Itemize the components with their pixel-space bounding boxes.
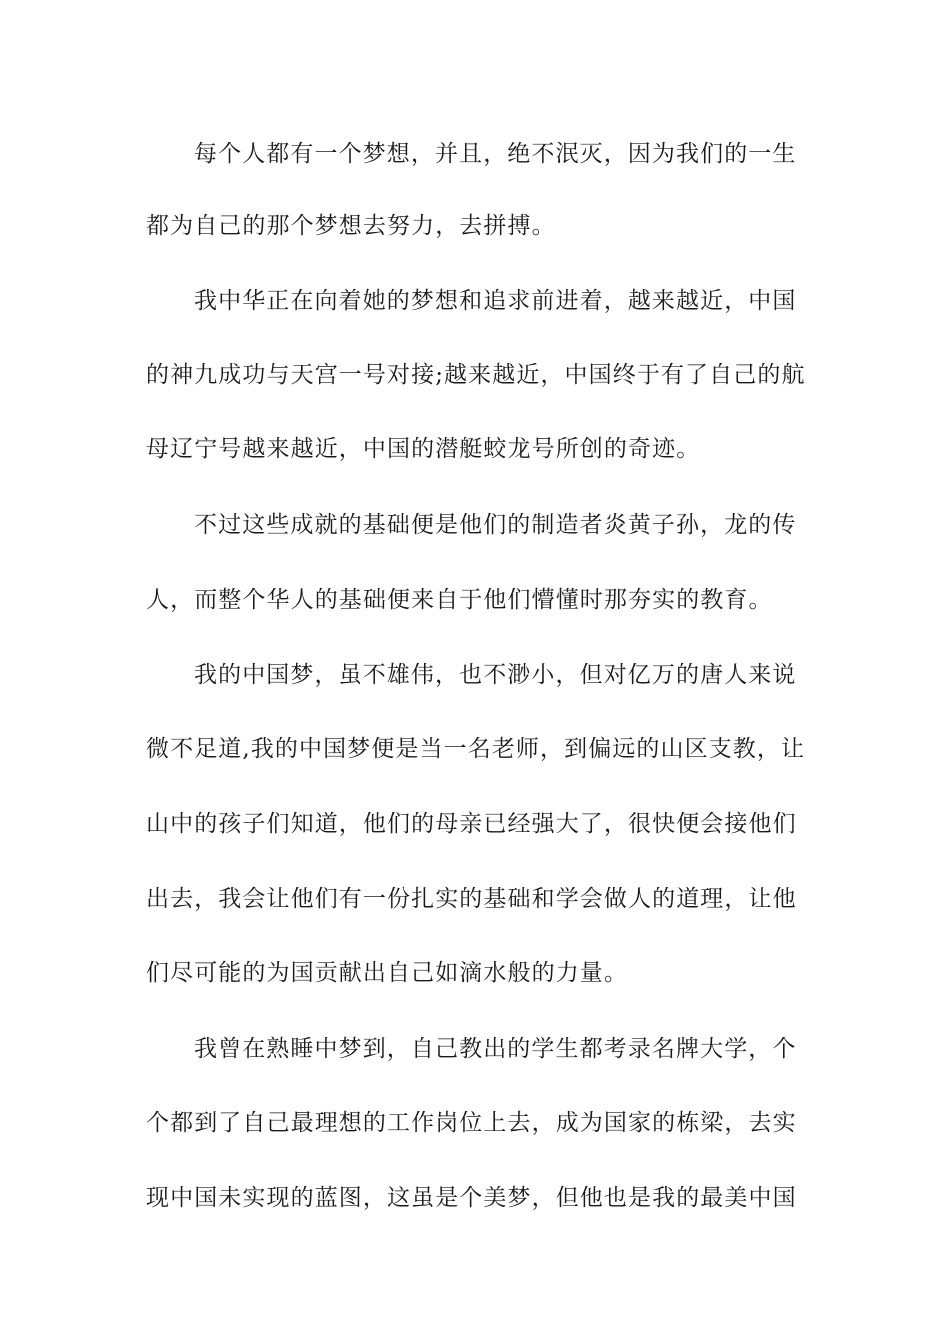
- paragraph-3-line-1: 不过这些成就的基础便是他们的制造者炎黄子孙，龙的传: [194, 512, 797, 538]
- paragraph-2-line-3: 母辽宁号越来越近，中国的潜艇蛟龙号所创的奇迹。: [146, 436, 701, 462]
- paragraph-4-line-2: 微不足道,我的中国梦便是当一名老师，到偏远的山区支教，让: [146, 736, 806, 762]
- paragraph-2-line-1: 我中华正在向着她的梦想和追求前进着，越来越近，中国: [194, 288, 797, 314]
- paragraph-4-line-5: 们尽可能的为国贡献出自己如滴水般的力量。: [146, 960, 628, 986]
- paragraph-5-line-1: 我曾在熟睡中梦到，自己教出的学生都考录名牌大学，个: [194, 1036, 797, 1062]
- paragraph-2-line-2: 的神九成功与天宫一号对接;越来越近，中国终于有了自己的航: [146, 362, 806, 388]
- paragraph-3-line-2: 人，而整个华人的基础便来自于他们懵懂时那夯实的教育。: [146, 587, 773, 613]
- paragraph-4-line-4: 出去，我会让他们有一份扎实的基础和学会做人的道理，让他: [146, 886, 797, 912]
- paragraph-5-line-3: 现中国未实现的蓝图，这虽是个美梦，但他也是我的最美中国: [146, 1185, 797, 1211]
- paragraph-1-line-2: 都为自己的那个梦想去努力，去拼搏。: [146, 213, 556, 239]
- paragraph-4-line-3: 山中的孩子们知道，他们的母亲已经强大了，很快便会接他们: [146, 811, 797, 837]
- paragraph-5-line-2: 个都到了自己最理想的工作岗位上去，成为国家的栋梁，去实: [146, 1110, 797, 1136]
- paragraph-1-line-1: 每个人都有一个梦想，并且，绝不泯灭，因为我们的一生: [194, 141, 797, 167]
- paragraph-4-line-1: 我的中国梦，虽不雄伟，也不渺小，但对亿万的唐人来说: [194, 662, 797, 688]
